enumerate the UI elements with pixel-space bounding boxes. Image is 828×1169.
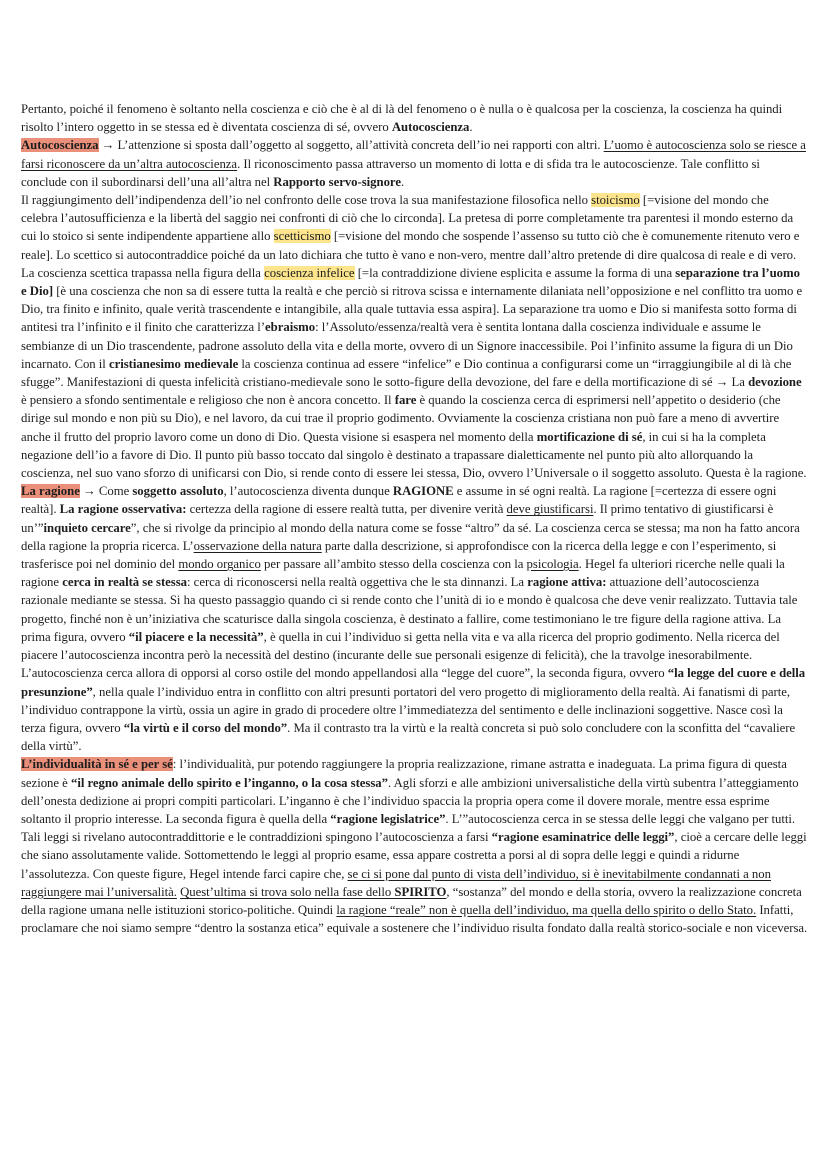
term-separazione: separazione tra l’uomo e Dio] xyxy=(21,265,800,299)
underlined-phrase: se ci si pone dal punto di vista dell’individuo, si è inevitabilmente condannati a non raggiungere mai l’universalità. xyxy=(21,866,771,899)
term-virtu-corso-mondo: “la virtù e il corso del mondo” xyxy=(123,720,288,735)
term-autocoscienza: Autocoscienza xyxy=(391,120,470,135)
term-servo-signore: Rapporto servo-signore xyxy=(273,174,401,189)
section-heading-autocoscienza: Autocoscienza xyxy=(21,138,99,153)
paragraph-autocoscienza: Autocoscienza → L’attenzione si sposta dall’oggetto al soggetto, all’attività concreta dell’io nei rapporti con altri. L’uomo è autocoscienza solo se riesce a farsi riconoscere da un’altra autocoscienza. Il riconoscimento passa attraverso un momento di lotta e di sfida tra le autocoscienze. Tale conflitto si conclude con il subordinarsi dell’una all’altra nel Rapporto servo-signore. xyxy=(21,138,806,189)
underlined-phrase: mondo organico xyxy=(178,557,261,572)
term-regno-animale: “il regno animale dello spirito e l’inganno, o la cosa stessa” xyxy=(70,775,388,790)
term-ragione-caps: RAGIONE xyxy=(392,484,454,499)
term-mortificazione: mortificazione di sé xyxy=(536,429,643,444)
underlined-phrase: osservazione della natura xyxy=(193,538,322,553)
term-legge-del-cuore: “la legge del cuore e della presunzione” xyxy=(21,666,806,699)
section-heading-individualita: L’individualità in sé e per sé xyxy=(21,757,173,772)
underlined-phrase: la ragione “reale” non è quella dell’individuo, ma quella dello spirito o dello Stato. xyxy=(336,902,757,917)
highlight-scetticismo: scetticismo xyxy=(273,229,331,244)
section-heading-ragione: La ragione xyxy=(21,484,80,499)
term-cristianesimo: cristianesimo medievale xyxy=(108,356,239,371)
paragraph-individualita: L’individualità in sé e per sé: l’individualità, pur potendo raggiungere la propria realizzazione, rimane astratta e inadeguata. La prima figura di questa sezione è “il regno animale dello spirito e l’inganno, o la cosa stessa”. Agli sforzi e alle ambizioni universalistiche della virtù subentra l’atteggiamento dell’onesta dedizione ai propri compiti particolari. L’inganno è che l’individuo spaccia la propria opera come il dovere morale, mentre essa esprime soltanto il proprio interesse. La seconda figura è quella della “ragione legislatrice”. L’”autocoscienza cerca in se stessa delle leggi che valgano per tutti. Tali leggi si rivelano autocontraddittorie e le contraddizioni spingono l’autocoscienza a farsi “ragione esaminatrice delle leggi”, cioè a cercare delle leggi che siano assolutamente valide. Sottomettendo le leggi al proprio esame, essa appare costretta a porsi al di sopra delle leggi e quindi a ridurne l’assolutezza. Con queste figure, Hegel intende farci capire che, se ci si pone dal punto di vista dell’individuo, si è inevitabilmente condannati a non raggiungere mai l’universalità. Quest’ultima si trova solo nella fase dello SPIRITO, “sostanza” del mondo e della storia, ovvero la realizzazione concreta della ragione umana nelle istituzioni storico-politiche. Quindi la ragione “reale” non è quella dell’individuo, ma quella dello spirito o dello Stato. Infatti, proclamare che noi siamo sempre “dentro la sostanza etica” equivale a sostenere che l’individuo risulta fondato dalla realtà storico-sociale e non viceversa. xyxy=(21,757,808,936)
paragraph-intro: Pertanto, poiché il fenomeno è soltanto nella coscienza e ciò che è al di là del fenomeno o è nulla o è qualcosa per la coscienza, la coscienza ha quindi risolto l’intero oggetto in se stessa ed è diventata coscienza di sé, ovvero Autocoscienza. xyxy=(21,102,783,135)
term-devozione: devozione xyxy=(748,375,802,390)
underlined-phrase: deve giustificarsi xyxy=(506,502,594,517)
term-inquieto-cercare: inquieto cercare xyxy=(43,520,131,535)
highlight-stoicismo: stoicismo xyxy=(591,193,640,208)
term-spirito: SPIRITO xyxy=(394,884,447,899)
term-ebraismo: ebraismo xyxy=(265,320,316,335)
underlined-phrase: Quest’ultima si trova solo nella fase dello SPIRITO xyxy=(180,884,447,899)
term-fare: fare xyxy=(394,393,417,408)
term-cerca-se-stessa: cerca in realtà se stessa xyxy=(62,575,188,590)
term-ragione-legislatrice: “ragione legislatrice” xyxy=(330,811,446,826)
term-piacere-necessita: “il piacere e la necessità” xyxy=(128,629,264,644)
underlined-phrase: psicologia xyxy=(526,557,579,572)
paragraph-stoicismo: Il raggiungimento dell’indipendenza dell’io nel confronto delle cose trova la sua manifestazione filosofica nello stoicismo [=visione del mondo che celebra l’autosufficienza e la libertà del saggio nei confronti di ciò che lo circonda]. La pretesa di porre completamente tra parentesi il mondo esterno da cui lo stoico si sente indipendente appartiene allo scetticismo [=visione del mondo che sospende l’assenso su tutto ciò che è comunemente ritenuto vero e reale]. Lo scettico si autocontraddice poiché da un lato dichiara che tutto è vano e non-vero, mentre dall’altro pretende di dire qualcosa di reale e di vero. La coscienza scettica trapassa nella figura della coscienza infelice [=la contraddizione diviene esplicita e assume la forma di una separazione tra l’uomo e Dio] [è una coscienza che non sa di essere tutta la realtà e che perciò si ritrova scissa e internamente dilaniata nell’opposizione e nel conflitto tra uomo e Dio, tra finito e infinito, quale verità trascendente e intangibile, alla quale tuttavia essa aspira]. La separazione tra uomo e Dio si manifesta sotto forma di antitesi tra l’infinito e il finito che caratterizza l’ebraismo: l’Assoluto/essenza/realtà vera è sentita lontana dalla coscienza individuale e assume le sembianze di un Dio trascendente, padrone assoluto della vita e della morte, ovvero di un Signore inaccessibile. Poi l’infinito assume la figura di un Dio incarnato. Con il cristianesimo medievale la coscienza continua ad essere “infelice” e Dio continua a configurarsi come un “irraggiungibile al di là che sfugge”. Manifestazioni di questa infelicità cristiano-medievale sono le sotto-figure della devozione, del fare e della mortificazione di sé → La devozione è pensiero a sfondo sentimentale e religioso che non è ancora concetto. Il fare è quando la coscienza cerca di esprimersi nell’appetito o desiderio (che dirige sul mondo e non più su Dio), e nel lavoro, da cui trae il proprio godimento. Ovviamente la coscienza cristiana non può fare a meno di avvertire anche il frutto del proprio lavoro come un dono di Dio. Questa visione si esaspera nel momento della mortificazione di sé, in cui si ha la completa negazione dell’io a favore di Dio. Il punto più basso toccato dal singolo è destinato a trapassare dialetticamente nel punto più alto allorquando la coscienza, nel suo vano sforzo di unificarsi con Dio, si rende conto di essere lei stessa, Dio, ovvero l’Universale o il soggetto assoluto. Questa è la ragione. xyxy=(21,193,807,481)
term-ragione-osservativa: La ragione osservativa: xyxy=(59,502,187,517)
term-ragione-attiva: ragione attiva: xyxy=(527,575,607,590)
highlight-coscienza-infelice: coscienza infelice xyxy=(264,265,355,280)
underlined-phrase: L’uomo è autocoscienza solo se riesce a farsi riconoscere da un’altra autocoscienza xyxy=(21,138,806,171)
term-soggetto-assoluto: soggetto assoluto xyxy=(132,484,224,499)
term-ragione-esaminatrice: “ragione esaminatrice delle leggi” xyxy=(491,830,675,845)
paragraph-ragione: La ragione → Come soggetto assoluto, l’autocoscienza diventa dunque RAGIONE e assume in sé ogni realtà. La ragione [=certezza di essere ogni realtà]. La ragione osservativa: certezza della ragione di essere realtà tutta, per divenire verità deve giustificarsi. Il primo tentativo di giustificarsi è un’”inquieto cercare”, che si rivolge da principio al mondo della natura come se fosse “altro” da sé. La coscienza cerca se stessa; ma non ha fatto ancora della ragione la propria ricerca. L’osservazione della natura parte dalla descrizione, si approfondisce con la ricerca della legge e con l’esperimento, si trasferisce poi nel dominio del mondo organico per passare all’ambito stesso della coscienza con la psicologia. Hegel fa ulteriori ricerche nelle quali la ragione cerca in realtà se stessa: cerca di riconoscersi nella realtà oggettiva che le sta dinnanzi. La ragione attiva: attuazione dell’autocoscienza razionale mediante se stessa. Si ha questo passaggio quando ci si rende conto che l’unità di io e mondo è qualcosa che deve venir realizzato. Tuttavia tale progetto, finché non è un’iniziativa che scaturisce dalla singola coscienza, è destinato a fallire, come testimoniano le tre figure della ragione attiva. La prima figura, ovvero “il piacere e la necessità”, è quella in cui l’individuo si getta nella vita e va alla ricerca del proprio godimento. Nella ricerca del piacere l’autocoscienza incontra però la necessità del destino (incurante delle sue personali esigenze di felicità), che la travolge inesorabilmente. L’autocoscienza cerca allora di opporsi al corso ostile del mondo appellandosi alla “legge del cuore”, la seconda figura, ovvero “la legge del cuore e della presunzione”, nella quale l’individuo entra in conflitto con altri presunti portatori del vero progetto di miglioramento della realtà. Ai fanatismi di parte, l’individuo contrappone la virtù, ossia un agire in grado di procedere oltre l’immediatezza del sentimento e delle inclinazioni soggettive. Nasce così la terza figura, ovvero “la virtù e il corso del mondo”. Ma il contrasto tra la virtù e la realtà concreta si può solo concludere con la sconfitta del “cavaliere della virtù”. xyxy=(21,484,806,754)
